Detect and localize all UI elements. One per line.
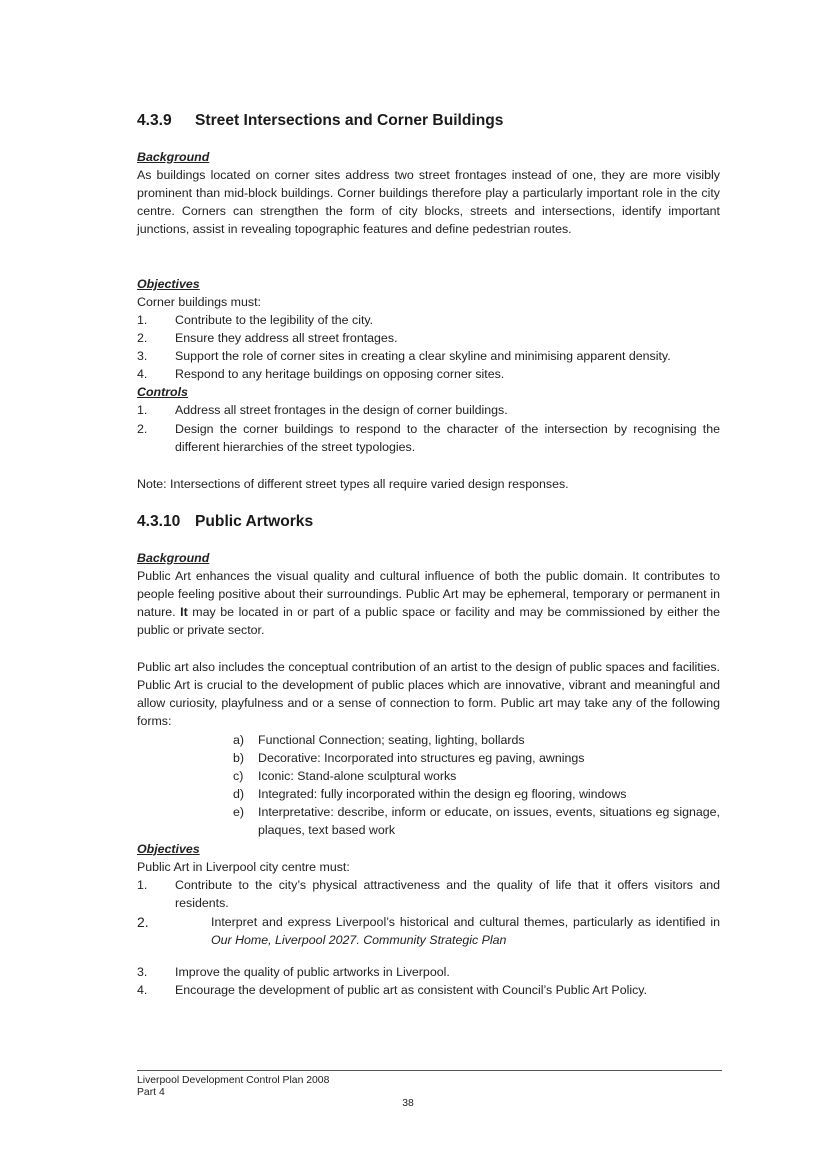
objectives-list <box>137 963 720 999</box>
item-number: 4. <box>137 983 148 998</box>
list-item <box>137 365 720 383</box>
item-text: Ensure they address all street frontages. <box>175 331 398 346</box>
forms-list <box>137 731 720 840</box>
objectives-continued <box>137 963 720 999</box>
list-item <box>137 329 720 347</box>
paragraph-text: may be located in or part of a public space or facility and may be commissioned by either the public or private sector. <box>137 605 720 638</box>
objectives-heading: Objectives <box>137 841 200 856</box>
item-number: 3. <box>137 349 148 364</box>
section-title: Public Artworks <box>195 513 314 530</box>
bold-text: It <box>180 605 188 620</box>
item-number: 1. <box>137 313 148 328</box>
list-item <box>137 963 720 981</box>
background-heading: Background <box>137 150 210 164</box>
item-text: Interpretative: describe, inform or educate, on issues, events, situations eg signage, plaques, text based work <box>258 805 720 838</box>
objectives-heading: Objectives <box>137 277 200 291</box>
item-text: Interpret and express Liverpool’s historical and cultural themes, particularly as identified in <box>211 915 720 929</box>
section-number: 4.3.10 <box>137 513 181 530</box>
section-number: 4.3.9 <box>137 112 172 129</box>
list-item <box>137 731 720 749</box>
item-text: Contribute to the city’s physical attractiveness and the quality of life that it offers visitors and residents. <box>175 877 720 910</box>
item-text: Address all street frontages in the design of corner buildings. <box>175 403 508 418</box>
item-number: 1. <box>137 877 148 892</box>
list-item <box>137 420 720 456</box>
objectives-list <box>137 311 720 383</box>
item-text: Iconic: Stand-alone sculptural works <box>258 769 457 784</box>
objectives-intro: Corner buildings must: <box>137 295 261 309</box>
controls-heading: Controls <box>137 385 188 400</box>
item-text: Design the corner buildings to respond to the character of the intersection by recognising the different hierarchies of the street typologies. <box>175 421 720 454</box>
item-number: 3. <box>137 965 148 979</box>
item-letter: c) <box>233 769 244 784</box>
item-number: 1. <box>137 403 148 418</box>
controls-list <box>137 401 720 455</box>
section-4-3-9-body <box>137 148 720 238</box>
footer-part: Part 4 <box>137 1087 165 1098</box>
page-footer <box>137 1070 722 1099</box>
item-text: Respond to any heritage buildings on opposing corner sites. <box>175 367 505 382</box>
item-number: 2. <box>137 331 148 346</box>
list-item <box>137 785 720 803</box>
section-title: Street Intersections and Corner Buildings <box>195 112 504 129</box>
item-text: Support the role of corner sites in creating a clear skyline and minimising apparent density. <box>175 349 671 364</box>
list-item <box>137 347 720 365</box>
section-4-3-10-body <box>137 549 720 639</box>
note: Note: Intersections of different street types all require varied design responses. <box>137 477 569 491</box>
item-text: Functional Connection; seating, lighting, bollards <box>258 733 525 747</box>
objective-2 <box>137 913 720 949</box>
item-number: 2. <box>137 421 148 436</box>
list-item <box>137 311 720 329</box>
item-letter: a) <box>233 733 245 747</box>
objectives-intro: Public Art in Liverpool city centre must: <box>137 859 350 874</box>
item-number: 2. <box>137 914 149 930</box>
item-text: Integrated: fully incorporated within the design eg flooring, windows <box>258 787 627 802</box>
plan-title: Our Home, Liverpool 2027. Community Strategic Plan <box>211 933 507 948</box>
list-item <box>137 981 720 999</box>
item-letter: b) <box>233 751 245 766</box>
item-letter: e) <box>233 805 245 820</box>
item-letter: d) <box>233 787 245 802</box>
background-heading: Background <box>137 551 210 565</box>
item-text: Improve the quality of public artworks in Liverpool. <box>175 965 450 979</box>
item-number: 4. <box>137 367 148 382</box>
footer-title: Liverpool Development Control Plan 2008 <box>137 1075 330 1086</box>
background-paragraph: As buildings located on corner sites address two street frontages instead of one, they are more visibly prominent than mid-block buildings. Corner buildings therefore play a particularly important role in the city centre. Corners can strengthen the form of city blocks, streets and intersections, identify important junctions, assist in revealing topographic features and define pedestrian routes. <box>137 168 720 237</box>
page-number: 38 <box>402 1098 414 1109</box>
list-item <box>137 803 720 839</box>
list-item <box>137 401 720 419</box>
background-paragraph-1 <box>137 567 720 639</box>
list-item <box>137 767 720 785</box>
section-heading-4-3-10 <box>137 513 720 531</box>
objectives-block <box>137 275 720 456</box>
item-text: Decorative: Incorporated into structures eg paving, awnings <box>258 751 585 766</box>
item-text: Encourage the development of public art as consistent with Council’s Public Art Policy. <box>175 983 648 998</box>
background-paragraph-2: Public art also includes the conceptual contribution of an artist to the design of public spaces and facilities. Public Art is crucial to the development of public places which are innovative, vibrant and meaningful and allow curiosity, playfulness and or a sense of connection to form. Public art may take any of the following forms: <box>137 660 720 729</box>
paragraph-text: Public Art enhances the visual quality and cultural influence of both the public domain. It contributes to people feeling positive about their surroundings. Public Art may be ephemeral, temporary or permanent in nature. <box>137 569 720 620</box>
list-item <box>137 749 720 767</box>
forms-block <box>137 731 720 912</box>
section-heading-4-3-9 <box>137 112 720 130</box>
item-text: Contribute to the legibility of the city. <box>175 313 374 328</box>
objectives-list <box>137 876 720 912</box>
list-item <box>137 876 720 912</box>
